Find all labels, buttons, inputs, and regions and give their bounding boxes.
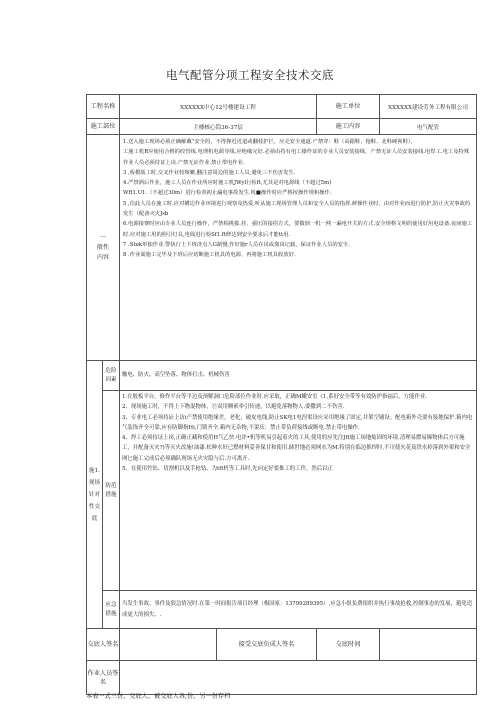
special-briefing-label: 施1.现场针对性交底 <box>87 361 103 629</box>
content-value: 电气配管 <box>380 119 477 135</box>
document-title: 电气配管分项工程安全技术交底 <box>166 68 334 82</box>
hazard-value: 触电、防火、高空坠落、物体打击、机械伤害 <box>120 361 477 391</box>
project-name-value: XXXXXX中心12号楼建设工程 <box>120 95 317 119</box>
general-item: 4.严禁酒后作业，施工人员在作业所应时施工机JWyl行检ft,尤其是对电源线（不超过5m) <box>123 180 332 187</box>
handover-person-label: 交底人签名 <box>87 629 120 661</box>
general-item: 7 .Stuk单独作业.警执行上下班济点人G制慢,作好施r人员在岗或离岗记载，保证作业人员的安全. <box>123 241 350 248</box>
handover-time-value <box>380 629 477 661</box>
content-label: 施工内容 <box>317 119 380 135</box>
worker-sign-label: 作业人员签名 <box>87 661 120 695</box>
location-value: 主楼核心筒36-37层 <box>120 119 317 135</box>
general-item: 1.送入施工现场必须正确解戴”安全的，不得撑近近道或翻枝护拦，应走安全通道.产禁穿：鞋（高跟鞋、拖鞋、北科硬视鞋）。 <box>123 139 416 145</box>
contractor-value: XXXXXX建设劳务工程有限公司 <box>380 95 477 119</box>
receiver-label: 接受交底负成人签名 <box>217 629 317 661</box>
hazard-label: 危险因素 <box>103 361 120 391</box>
general-item: 3 ,板模版工时,交叉作业较频繁,翻注意周边的施工人员,避免三不伤害发生. <box>123 169 296 176</box>
measure-item: 5、在使用竹钻、切割机以及手枪钻、为tft机等工具时,先向定好要推工的工件，然后以正 <box>122 466 333 473</box>
project-name-label: 工程名称 <box>87 95 120 119</box>
general-content-label: 一 般性 内容 <box>87 135 120 361</box>
general-item: 5 ,住此人员在施工时.应对構边作业环境进行观察及热爱,听从施工现场管理人员和安全人员的指挥.鲜操作业时，由对作业而进行防护,防止火灾事故的发生（配备灭火Jsb <box>123 200 471 218</box>
row-hazard <box>87 361 477 391</box>
measure-item: 1.在般板平台，修作平台等平边及预解洞口危险部位作业时.应采取，正确M嫩安室《1,系好安全带等有效防护指福后，方能作业. <box>122 394 427 400</box>
contractor-label: 施工单位 <box>317 95 380 119</box>
location-label: 施工部位 <box>87 119 120 135</box>
handover-person-signature <box>120 629 217 661</box>
handover-time-label: 交底时间 <box>317 629 380 661</box>
general-item: 8 .作业面施工完毕及下班后应切断施工机具的电源，再将施工机具收放好. <box>123 252 296 259</box>
general-item: 6.电源接赛时应由专业人员连行操作，严禁相挑拨.挂、强压的接拐方式，要做到一机一网一漏电开关的方式.安全规格文明的使用好用电设备.夜间施工时.应对施工用的照引灯具,电线进行检Sf1.ft修达到安全要求后才能tt用. <box>123 221 473 238</box>
row-workers <box>87 661 477 695</box>
footer-note: 本表一式三份，交底人、被交底人各,份，另一份存档 <box>86 693 231 700</box>
safety-briefing-table <box>86 94 477 695</box>
measures-content <box>120 391 477 591</box>
measure-item: 2、现场施工时，不得上下物混物体，⑰双用腾索牵引传递，以避免落物物人.要撒到二不伤害. <box>122 404 345 411</box>
row-general <box>87 135 477 361</box>
general-item: Wft1.U1.（不超过30m）进行检查初止漏电事故发生.机■操作时应严格按操作规和操作. <box>123 190 332 197</box>
emergency-label: 应急措施 <box>103 591 120 629</box>
row-project <box>87 95 477 119</box>
emergency-content: 当发生事故、事件及狼急情况时.在第一时间报告项目经理（梅国家：13799289395）,应急小组负费组织并执行事故抢救,控制事态的发展，避免造成更大的损失、. <box>120 591 477 629</box>
general-content <box>120 135 477 361</box>
measure-item: 4、焊工必须持证上岗,正确正藏和使用H气乙快.电评•机等机易引起着火的工具,使用的应先注Jft施工场地灿固的环境.清理易燃易爆物体后方可施工，并配备灭火?)等灭火改施!油漆.松种水好已燃材料妥善保甘和使用.储世地必须网水为M.特别在临边推焊时,不川使火花及铁水掉落到外架和安全网匕施工完成后必须确队现场无火灾隐与后.方可离开. <box>122 435 471 462</box>
measures-label: 防范措施 <box>103 391 120 591</box>
row-measures <box>87 391 477 591</box>
general-item: 工施工机R应使用合格的绞管线.电理机电源导线.应绝缘完好.必须由持有电工操作证的专业人员安装接线，产禁无证人员安装接线.电焊工.电工及特殊作业人员必须持证上岗.产禁无证作业.禁止带电作业. <box>123 149 470 166</box>
row-location <box>87 119 477 135</box>
row-signatures <box>87 629 477 661</box>
worker-signatures <box>120 661 477 695</box>
row-emergency <box>87 591 477 629</box>
measure-item: 3、专业电工必须持证上访i产禁使用绝缘差，老化，破皮电线,防止SK电1电涅渠设应采用绝缘了固定,并架空铺设；配电箱外壳要有接地保护.箱内电气装饰齐全可靠,应有防御指Hi,门锁齐全.箱内无杂物,不果庆：禁止带负荷接线或断电.禁止带电操作. <box>122 414 473 431</box>
